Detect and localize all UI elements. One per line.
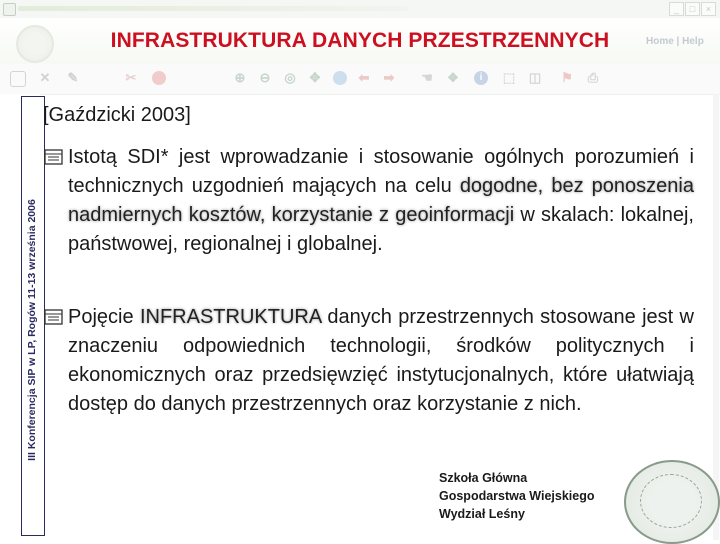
back-icon[interactable]: ⬅ bbox=[358, 70, 370, 85]
pan-icon[interactable]: ✥ bbox=[309, 70, 321, 85]
cut-icon[interactable]: ✂ bbox=[125, 70, 137, 85]
bullet-infrastructure bbox=[44, 303, 694, 419]
window-titlebar bbox=[0, 0, 720, 18]
hand-icon[interactable]: ☚ bbox=[421, 70, 433, 85]
window-title-strip bbox=[18, 6, 408, 11]
conference-label: III Konferencja SIP w LP, Rogów 11-13 września 2006 bbox=[26, 199, 38, 461]
scrollbar[interactable] bbox=[713, 94, 719, 540]
bullet-sdi-text: Istotą SDI* jest wprowadzanie i stosowanie ogólnych porozumień i technicznych uzgodnień mających na celu dogodne, bez ponoszenia nadmiernych kosztów, korzystanie z geoinformacji w skalach: lokalnej, państwowej, regionalnej i globalnej. bbox=[68, 146, 694, 255]
bullet-sdi bbox=[44, 143, 694, 259]
page-title: INFRASTRUKTURA DANYCH PRZESTRZENNYCH bbox=[110, 29, 610, 52]
measure-icon[interactable]: ◫ bbox=[528, 70, 542, 85]
close-window-button[interactable]: × bbox=[701, 2, 716, 16]
bookmark-icon[interactable]: ⚑ bbox=[561, 70, 573, 85]
bullet-infrastructure-text: Pojęcie INFRASTRUKTURA danych przestrzennych stosowane jest w znaczeniu odpowiednich technologii, środków politycznych i ekonomicznych oraz przedsięwzięć instytucjonalnych, które ułatwiają dostęp do danych przestrzennych oraz korzystanie z nich. bbox=[68, 306, 695, 415]
globe-icon[interactable] bbox=[333, 71, 347, 85]
maximize-button[interactable]: □ bbox=[685, 2, 700, 16]
toolbar bbox=[0, 64, 720, 95]
highlight-goal: dogodne, bez ponoszenia nadmiernych kosztów, korzystanie z geoinformacji bbox=[68, 175, 694, 226]
app-icon[interactable] bbox=[3, 3, 16, 16]
citation: [Gaździcki 2003] bbox=[43, 104, 191, 126]
minimize-button[interactable]: _ bbox=[669, 2, 684, 16]
university-seal bbox=[624, 460, 720, 544]
print-icon[interactable]: ⎙ bbox=[587, 70, 599, 85]
forward-icon[interactable]: ➡ bbox=[383, 70, 395, 85]
edit-icon[interactable]: ✎ bbox=[67, 70, 79, 85]
notebook-icon bbox=[44, 308, 64, 326]
home-help-links[interactable]: Home | Help bbox=[646, 36, 704, 47]
new-icon[interactable] bbox=[10, 71, 26, 87]
close-icon[interactable]: ✕ bbox=[39, 70, 51, 85]
highlight-term: INFRASTRUKTURA bbox=[139, 306, 322, 328]
zoom-in-icon[interactable]: ⊕ bbox=[234, 70, 246, 85]
zoom-box-icon[interactable]: ◎ bbox=[284, 70, 296, 85]
school-line-2: Gospodarstwa Wiejskiego bbox=[439, 489, 595, 503]
school-name bbox=[439, 469, 594, 523]
school-line-3: Wydział Leśny bbox=[439, 507, 525, 521]
stop-icon[interactable] bbox=[152, 71, 166, 85]
layers-icon[interactable]: ❖ bbox=[447, 70, 459, 85]
info-icon[interactable]: i bbox=[474, 71, 488, 85]
school-line-1: Szkoła Główna bbox=[439, 471, 528, 485]
notebook-icon bbox=[44, 148, 64, 166]
select-icon[interactable]: ⬚ bbox=[502, 70, 516, 85]
zoom-out-icon[interactable]: ⊖ bbox=[259, 70, 271, 85]
